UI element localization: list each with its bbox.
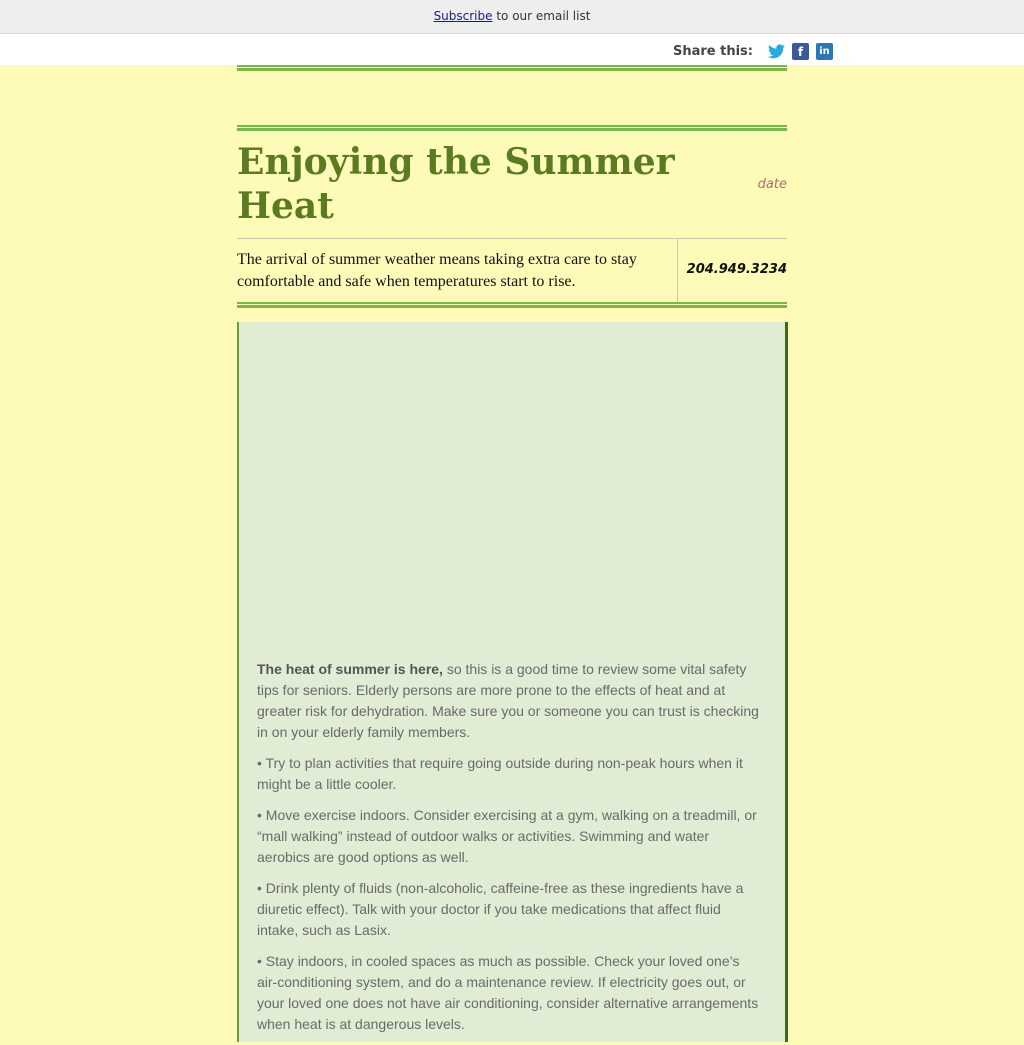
page-title: Enjoying the Summer Heat: [237, 141, 675, 227]
subtitle: The arrival of summer weather means taking extra care to stay comfortable and safe when temperatures start to rise.: [237, 239, 678, 303]
divider-rule: [237, 125, 787, 128]
linkedin-icon[interactable]: in: [816, 43, 833, 60]
article-body: [257, 659, 763, 1045]
facebook-icon[interactable]: f: [792, 43, 809, 60]
bullet-item: • Drink plenty of fluids (non-alcoholic, caffeine-free as these ingredients have a diuretic effect). Talk with your doctor if you take medications that affect fluid intake, such as Lasix.: [257, 880, 744, 938]
bullet-item: • Stay indoors, in cooled spaces as much as possible. Check your loved one’s air-conditioning system, and do a maintenance review. If electricity goes out, or your loved one does not have air conditioning, consider alternative arrangements when heat is at dangerous levels.: [257, 953, 759, 1032]
lead-bold: The heat of summer is here,: [257, 661, 443, 677]
share-bar: [0, 34, 1024, 65]
divider-rule: [237, 302, 787, 305]
lead-paragraph: [257, 659, 763, 743]
bullet-item: • Try to plan activities that require going outside during non-peak hours when it might be a little cooler.: [257, 755, 743, 792]
lead-text: so this is a good time to review some vital safety tips for seniors. Elderly persons are more prone to the effects of heat and at greater risk for dehydration. Make sure you or someone you can trust is checking in on your elderly family members.: [257, 661, 759, 740]
subscribe-text: to our email list: [492, 9, 591, 23]
subscribe-link[interactable]: Subscribe: [433, 9, 493, 23]
title-row: [237, 140, 787, 232]
date-label: date: [757, 177, 787, 192]
subscribe-bar: [0, 0, 1024, 34]
divider-rule: [237, 65, 787, 68]
bullet-item: • Move exercise indoors. Consider exercising at a gym, walking on a treadmill, or “mall walking” instead of outdoor walks or activities. Swimming and water aerobics are good options as well.: [257, 807, 757, 865]
share-label: Share this:: [672, 44, 753, 59]
phone-number: 204.949.3234: [686, 262, 787, 277]
subtitle-row: [237, 239, 787, 303]
article-card: [237, 322, 788, 1042]
twitter-icon[interactable]: [768, 43, 785, 60]
